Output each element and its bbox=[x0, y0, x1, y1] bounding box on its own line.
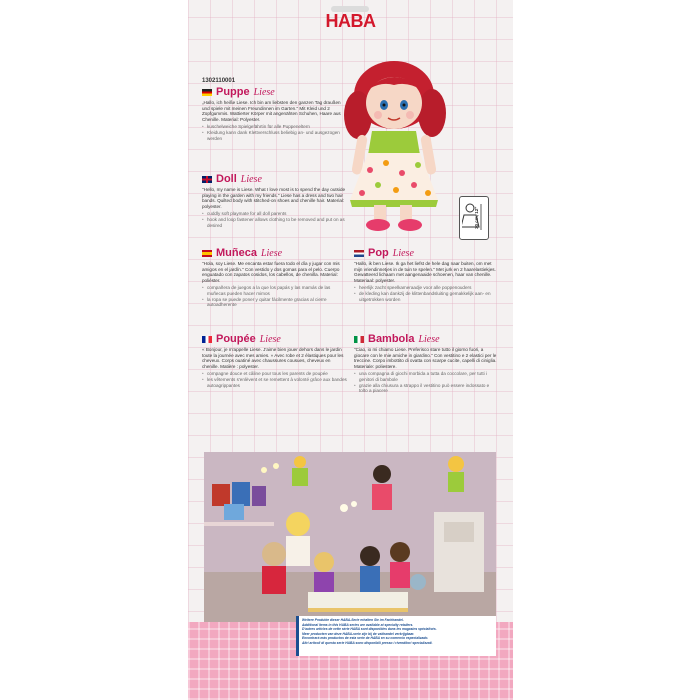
bullet-de-2: • Kleidung kann dank Klettverschluss beliebig an- und ausgezogen werden bbox=[207, 130, 347, 141]
bullets-it bbox=[354, 371, 499, 393]
product-name-en: Doll bbox=[216, 173, 237, 185]
description-de: „Hallo, ich heiße Liese. Ich bin am liebsten den ganzen Tag draußen und spiele mit meinen Freundinnen im Garten." Mit Kleid und 2 Zopfgummis. Wattierter Körper mit angenähten Schuhen, Haare aus Chenille. Material: Polyester. bbox=[202, 100, 341, 122]
product-name-de: Puppe bbox=[216, 86, 250, 98]
product-card bbox=[188, 0, 513, 700]
product-name-fr: Poupée bbox=[216, 333, 256, 345]
section-italian bbox=[354, 333, 499, 394]
bullet-de-1: • kuschelweiche Spielgefährtin für alle Puppeneltern bbox=[207, 124, 347, 130]
description-fr: « Bonjour, je m'appelle Liese. J'aime bien jouer dehors dans le jardin toute la journée avec mes amies. » Avec robe et 2 élastiques pour les cheveux. Corps ouatiné avec chaussures cousues, cheveux en chenille. Matière : polyester. bbox=[202, 347, 344, 369]
description-es: "Hola, soy Liese. Me encanta estar fuera todo el día y jugar con mis amigos en el jardín." Con vestido y dos gomas para el pelo. Cuerpo enguatado con zapatos cosidos, los cabellos, de chenilla. Material: poliéster. bbox=[202, 261, 340, 283]
section-french bbox=[202, 333, 347, 388]
product-script-nl: Liese bbox=[392, 248, 414, 259]
product-script-en: Liese bbox=[240, 174, 262, 185]
retail-info-es: Encontrará más productos de esta serie de HABA en su comercio especializado. bbox=[302, 636, 429, 641]
france-flag-icon bbox=[202, 336, 212, 343]
germany-flag-icon bbox=[202, 89, 212, 96]
bullets-nl bbox=[354, 285, 499, 302]
lifestyle-photo bbox=[204, 452, 496, 624]
bullet-it-1: • una compagna di giochi morbida a tutta da coccolare, per tutti i genitori di bambole bbox=[359, 371, 499, 382]
article-number: 1302110001 bbox=[202, 78, 236, 84]
section-english bbox=[202, 173, 347, 228]
bullet-it-2: • grazie alla chiusura a strappo il vestitino può essere indossato e tolto a piacere bbox=[359, 383, 499, 394]
product-name-es: Muñeca bbox=[216, 247, 257, 259]
retail-info-it: Altri articoli di questa serie HABA sono disponibili presso i rivenditori specializzati. bbox=[302, 640, 433, 645]
description-it: "Ciao, io mi chiamo Liese. Preferisco stare tutto il giorno fuori, a giocare con le mie amiche in giardino." Con vestitino e 2 elastici per le treccine. Corpo imbottito di ovatta con scarpe cucite, capelli di ciniglia. Materiale: poliestere. bbox=[354, 347, 497, 369]
retail-info-strip bbox=[296, 616, 496, 656]
spain-flag-icon bbox=[202, 250, 212, 257]
retail-info-en: Additional items in this HABA series are available at specialty retailers. bbox=[302, 622, 414, 627]
bullet-fr-2: • les vêtements s'enlèvent et se remettent à volonté grâce aux bandes autoagrippantes bbox=[207, 377, 347, 388]
product-name-it: Bambola bbox=[368, 333, 415, 345]
italy-flag-icon bbox=[354, 336, 364, 343]
bullet-fr-1: • compagne douce et câline pour tous les parents de poupée bbox=[207, 371, 347, 377]
bullet-nl-2: • de kleding kan dankzij de klittenbandsluiting gemakkelijk aan- en uitgetrokken worden bbox=[359, 291, 499, 302]
retail-info-nl: Meer producten van deze HABA-serie zijn bij de vakhandel verkrijgbaar. bbox=[302, 631, 415, 636]
product-script-fr: Liese bbox=[259, 334, 281, 345]
product-script-it: Liese bbox=[418, 334, 440, 345]
section-dutch bbox=[354, 247, 499, 302]
section-spanish bbox=[202, 247, 347, 308]
bullets-es bbox=[202, 285, 347, 307]
product-name-nl: Pop bbox=[368, 247, 389, 259]
description-nl: "Hallo, ik ben Liese. Ik ga het liefst de hele dag naar buiten, om met mijn vriendinnetjes in de tuin te spelen." Met jurk en 2 haarelastiekjes. Gewatteerd lichaam met aangenaaide schoenen, haar van chenille. Materiaal: polyester. bbox=[354, 261, 496, 283]
bullet-en-1: • cuddly soft playmate for all doll parents bbox=[207, 211, 347, 217]
product-script-es: Liese bbox=[260, 248, 283, 259]
bullets-en bbox=[202, 211, 347, 228]
bullet-nl-1: • heerlijk zacht speelkameraadje voor alle poppenouders bbox=[359, 285, 499, 291]
section-german bbox=[202, 86, 347, 141]
bullet-en-2: • hook and loop fastener allows clothing to be removed and put on as desired bbox=[207, 217, 347, 228]
size-label: 30 cm, 12" bbox=[474, 206, 479, 229]
netherlands-flag-icon bbox=[354, 250, 364, 257]
doll-size-icon bbox=[462, 203, 482, 231]
size-badge bbox=[459, 196, 489, 240]
doll-illustration bbox=[338, 55, 470, 235]
brand-logo: HABA bbox=[325, 11, 376, 31]
bullet-es-2: • la ropa se puede poner y quitar fácilmente gracias al cierre autoadherente bbox=[207, 297, 347, 308]
retail-info-de: Weitere Produkte dieser HABA-Serie erhalten Sie im Fachhandel. bbox=[302, 618, 404, 622]
product-script-de: Liese bbox=[253, 87, 275, 98]
description-en: "Hello, my name is Liese. What I love most is to spend the day outside playing in the garden with my friends." Liese has a dress and two hair bands. Quilted body with stitched-on shoes and chenille hair. Material: polyester. bbox=[202, 187, 346, 209]
retail-info-fr: D'autres articles de cette série HABA sont disponibles dans les magasins spécialisés. bbox=[302, 627, 437, 632]
bullets-de bbox=[202, 124, 347, 141]
bullet-es-1: • compañera de juegos a la que los papás y las mamás de las muñecas pueden hacer mimos bbox=[207, 285, 347, 296]
uk-flag-icon bbox=[202, 176, 212, 183]
bullets-fr bbox=[202, 371, 347, 388]
